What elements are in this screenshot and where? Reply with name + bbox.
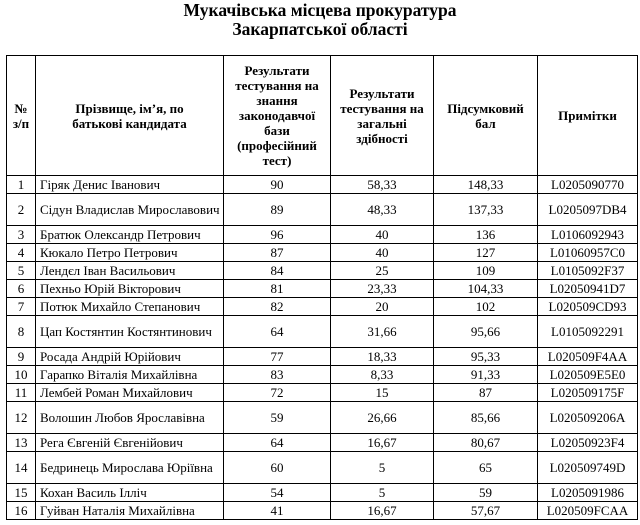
cell-general-score: 20 xyxy=(331,298,434,316)
cell-total-score: 91,33 xyxy=(434,366,538,384)
cell-total-score: 80,67 xyxy=(434,434,538,452)
cell-note: L01060957C0 xyxy=(538,244,638,262)
cell-name: Сідун Владислав Мирославович xyxy=(36,194,224,226)
cell-law-score: 81 xyxy=(224,280,331,298)
table-row xyxy=(7,298,638,316)
cell-law-score: 96 xyxy=(224,226,331,244)
cell-law-score: 59 xyxy=(224,402,331,434)
cell-law-score: 64 xyxy=(224,316,331,348)
table-row xyxy=(7,452,638,484)
cell-name: Росада Андрій Юрійович xyxy=(36,348,224,366)
cell-num: 12 xyxy=(7,402,36,434)
table-header-row xyxy=(7,56,638,176)
cell-law-score: 87 xyxy=(224,244,331,262)
table-row xyxy=(7,194,638,226)
cell-general-score: 5 xyxy=(331,484,434,502)
cell-law-score: 83 xyxy=(224,366,331,384)
col-header-num: № з/п xyxy=(7,56,36,176)
cell-general-score: 31,66 xyxy=(331,316,434,348)
cell-law-score: 77 xyxy=(224,348,331,366)
cell-num: 1 xyxy=(7,176,36,194)
cell-name: Лембей Роман Михайлович xyxy=(36,384,224,402)
cell-general-score: 15 xyxy=(331,384,434,402)
cell-law-score: 64 xyxy=(224,434,331,452)
cell-num: 3 xyxy=(7,226,36,244)
cell-note: L0205091986 xyxy=(538,484,638,502)
col-header-law-test: Результати тестування на знання законодавчої бази (професійний тест) xyxy=(224,56,331,176)
cell-name: Пехньо Юрій Вікторович xyxy=(36,280,224,298)
table-row xyxy=(7,280,638,298)
cell-name: Цап Костянтин Костянтинович xyxy=(36,316,224,348)
cell-name: Потюк Михайло Степанович xyxy=(36,298,224,316)
document-title-line2: Закарпатської області xyxy=(232,19,408,39)
cell-general-score: 58,33 xyxy=(331,176,434,194)
cell-total-score: 136 xyxy=(434,226,538,244)
cell-num: 16 xyxy=(7,502,36,520)
table-row xyxy=(7,434,638,452)
cell-note: L020509749D xyxy=(538,452,638,484)
table-row xyxy=(7,244,638,262)
cell-total-score: 59 xyxy=(434,484,538,502)
cell-note: L02050923F4 xyxy=(538,434,638,452)
cell-law-score: 60 xyxy=(224,452,331,484)
cell-num: 4 xyxy=(7,244,36,262)
cell-name: Гіряк Денис Іванович xyxy=(36,176,224,194)
cell-num: 11 xyxy=(7,384,36,402)
cell-num: 2 xyxy=(7,194,36,226)
cell-general-score: 23,33 xyxy=(331,280,434,298)
col-header-name: Прізвище, ім’я, по батькові кандидата xyxy=(36,56,224,176)
cell-law-score: 41 xyxy=(224,502,331,520)
cell-num: 15 xyxy=(7,484,36,502)
cell-name: Кюкало Петро Петрович xyxy=(36,244,224,262)
cell-name: Волошин Любов Ярославівна xyxy=(36,402,224,434)
cell-note: L0105092F37 xyxy=(538,262,638,280)
cell-note: L020509FCAA xyxy=(538,502,638,520)
cell-total-score: 137,33 xyxy=(434,194,538,226)
cell-note: L0205097DB4 xyxy=(538,194,638,226)
cell-law-score: 90 xyxy=(224,176,331,194)
cell-num: 6 xyxy=(7,280,36,298)
cell-num: 14 xyxy=(7,452,36,484)
cell-total-score: 65 xyxy=(434,452,538,484)
cell-general-score: 8,33 xyxy=(331,366,434,384)
cell-name: Гарапко Віталія Михайлівна xyxy=(36,366,224,384)
cell-general-score: 48,33 xyxy=(331,194,434,226)
cell-law-score: 84 xyxy=(224,262,331,280)
table-row xyxy=(7,502,638,520)
cell-total-score: 102 xyxy=(434,298,538,316)
cell-note: L0105092291 xyxy=(538,316,638,348)
cell-num: 8 xyxy=(7,316,36,348)
cell-name: Рега Євгеній Євгенійович xyxy=(36,434,224,452)
cell-note: L020509F4AA xyxy=(538,348,638,366)
cell-name: Бедринець Мирослава Юріївна xyxy=(36,452,224,484)
cell-name: Кохан Василь Ілліч xyxy=(36,484,224,502)
cell-law-score: 54 xyxy=(224,484,331,502)
cell-total-score: 148,33 xyxy=(434,176,538,194)
table-row xyxy=(7,316,638,348)
cell-name: Гуйван Наталія Михайлівна xyxy=(36,502,224,520)
table-row xyxy=(7,384,638,402)
results-table xyxy=(6,55,638,520)
document-title-line1: Мукачівська місцева прокуратура xyxy=(183,0,457,20)
table-row xyxy=(7,348,638,366)
cell-law-score: 82 xyxy=(224,298,331,316)
table-row xyxy=(7,484,638,502)
cell-name: Лендєл Іван Васильович xyxy=(36,262,224,280)
cell-general-score: 18,33 xyxy=(331,348,434,366)
table-row xyxy=(7,402,638,434)
cell-general-score: 25 xyxy=(331,262,434,280)
col-header-general-test: Результати тестування на загальні здібності xyxy=(331,56,434,176)
cell-total-score: 104,33 xyxy=(434,280,538,298)
cell-note: L020509CD93 xyxy=(538,298,638,316)
cell-num: 9 xyxy=(7,348,36,366)
cell-total-score: 87 xyxy=(434,384,538,402)
col-header-notes: Примітки xyxy=(538,56,638,176)
cell-total-score: 127 xyxy=(434,244,538,262)
cell-num: 10 xyxy=(7,366,36,384)
cell-num: 7 xyxy=(7,298,36,316)
cell-total-score: 95,33 xyxy=(434,348,538,366)
table-row xyxy=(7,226,638,244)
table-row xyxy=(7,366,638,384)
cell-general-score: 16,67 xyxy=(331,502,434,520)
cell-general-score: 16,67 xyxy=(331,434,434,452)
cell-general-score: 40 xyxy=(331,226,434,244)
cell-note: L020509206A xyxy=(538,402,638,434)
cell-total-score: 95,66 xyxy=(434,316,538,348)
cell-total-score: 57,67 xyxy=(434,502,538,520)
cell-general-score: 5 xyxy=(331,452,434,484)
cell-note: L020509175F xyxy=(538,384,638,402)
col-header-total: Підсумковий бал xyxy=(434,56,538,176)
cell-num: 13 xyxy=(7,434,36,452)
cell-note: L020509E5E0 xyxy=(538,366,638,384)
cell-total-score: 109 xyxy=(434,262,538,280)
cell-general-score: 26,66 xyxy=(331,402,434,434)
cell-law-score: 72 xyxy=(224,384,331,402)
cell-num: 5 xyxy=(7,262,36,280)
table-row xyxy=(7,262,638,280)
cell-note: L0205090770 xyxy=(538,176,638,194)
table-row xyxy=(7,176,638,194)
cell-note: L02050941D7 xyxy=(538,280,638,298)
cell-total-score: 85,66 xyxy=(434,402,538,434)
cell-name: Братюк Олександр Петрович xyxy=(36,226,224,244)
cell-general-score: 40 xyxy=(331,244,434,262)
cell-note: L0106092943 xyxy=(538,226,638,244)
cell-law-score: 89 xyxy=(224,194,331,226)
